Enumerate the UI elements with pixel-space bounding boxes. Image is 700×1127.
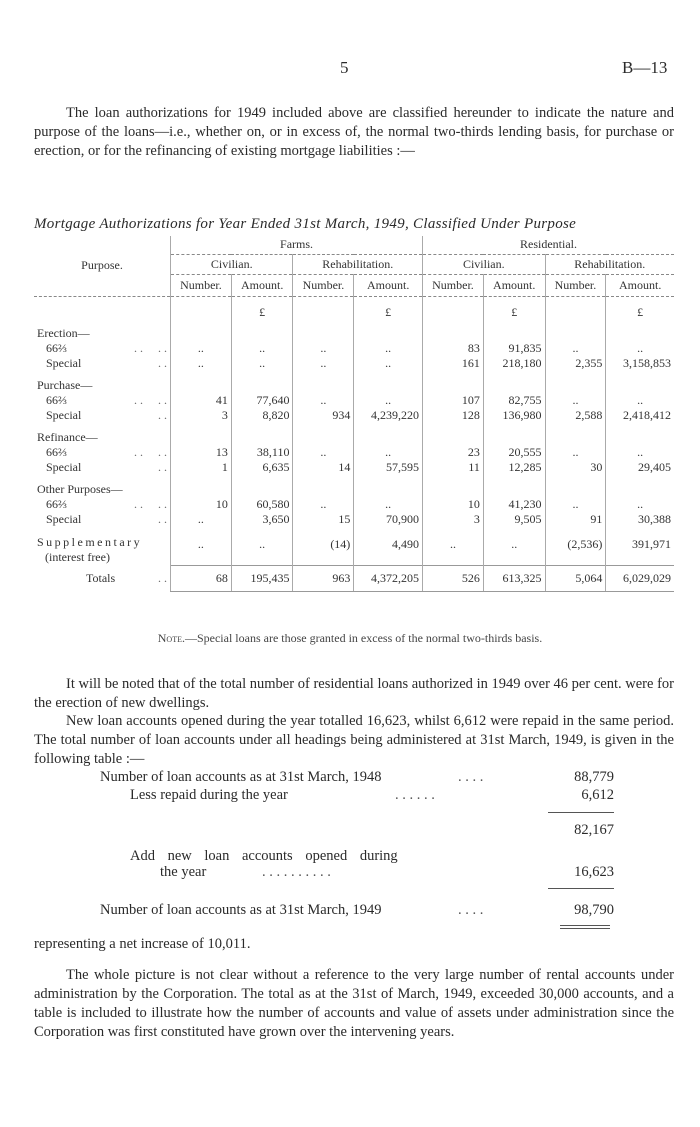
amount-cell: .. [606,497,674,512]
calc-line4-value: 98,790 [574,902,614,918]
amount-cell: .. [606,445,674,460]
number-cell: 41 [171,393,232,408]
calc-line3-label-a: Add new loan accounts opened during [130,848,398,864]
blank-cell [483,371,545,393]
note-text: —Special loans are those granted in excess of the normal two-thirds basis. [184,631,543,645]
row-leader-dots: . . [158,460,167,474]
amount-cell: 136,980 [483,408,545,423]
amount-cell: .. [354,341,423,356]
table-row [34,393,674,408]
row-label-text: Special [46,512,82,526]
table-row [34,341,674,356]
number-cell: .. [423,527,484,565]
blank-cell [171,371,232,393]
amount-cell: 38,110 [231,445,293,460]
blank-cell [545,423,606,445]
blank-cell [545,322,606,341]
totals-leader-dots: . . [158,570,167,585]
supplementary-title: Supplementary [37,535,143,549]
amount-cell: 3,650 [231,512,293,527]
blank-cell [423,475,484,497]
blank-cell [293,296,354,322]
total-amount-cell: 6,029,029 [606,565,674,591]
number-cell: .. [293,393,354,408]
row-label-text: Special [46,356,82,370]
col-amount: Amount. [606,274,674,296]
number-cell: .. [293,356,354,371]
total-number-cell: 963 [293,565,354,591]
number-cell: (14) [293,527,354,565]
number-cell: 3 [171,408,232,423]
paragraph-net-increase: representing a net increase of 10,011. [34,936,251,952]
table-row [34,460,674,475]
calc-line4-label: Number of loan accounts as at 31st March, 1949 [100,902,382,918]
amount-cell: 6,635 [231,460,293,475]
double-rule-top [560,925,610,926]
blank-cell [231,371,293,393]
number-cell: 11 [423,460,484,475]
amount-cell: 20,555 [483,445,545,460]
double-rule-bottom [560,928,610,929]
amount-cell: 41,230 [483,497,545,512]
table-row [34,356,674,371]
blank-cell [483,475,545,497]
blank-cell [423,296,484,322]
section-row [34,322,674,341]
totals-row [34,565,674,591]
number-cell: .. [545,393,606,408]
blank-cell [483,322,545,341]
amount-cell: .. [354,497,423,512]
amount-cell: .. [231,341,293,356]
blank-cell [354,423,423,445]
row-label [34,497,171,512]
blank-cell [171,296,232,322]
amount-cell: 3,158,853 [606,356,674,371]
paragraph-rental-accounts: The whole picture is not clear without a reference to the very large number of rental accounts under administration by the Corporation. The total as at the 31st of March, 1949, exceeded 30,000 accounts, and a table is included to illustrate how the number of accounts and value of assets under administration since the Corporation was first constituted have grown over the intervening years. [34,967,674,1040]
row-label [34,408,171,423]
calc-line2-dots: . . . . . . [395,787,435,803]
blank-cell [423,371,484,393]
purpose-cell [34,296,171,322]
res-civilian-header: Civilian. [423,254,545,274]
currency-symbol: £ [483,296,545,322]
number-cell: .. [171,356,232,371]
amount-cell: 4,490 [354,527,423,565]
amount-cell: 60,580 [231,497,293,512]
mortgage-authorizations-table [34,236,674,592]
amount-cell: .. [483,527,545,565]
number-cell: .. [293,497,354,512]
number-cell: 13 [171,445,232,460]
total-number-cell: 526 [423,565,484,591]
row-label-text: Special [46,408,82,422]
blank-cell [354,475,423,497]
amount-cell: 30,388 [606,512,674,527]
number-cell: .. [293,445,354,460]
row-leader-dots: . . [158,512,167,526]
blank-cell [606,423,674,445]
blank-cell [354,322,423,341]
totals-label [34,565,171,591]
calc-line3-dots: . . . . . . . . . . [262,864,331,880]
intro-paragraph: The loan authorizations for 1949 included above are classified hereunder to indicate the nature and purpose of the loans—i.e., whether on, or in excess of, the normal two-thirds lending basis, for purchase or erection, or for the refinancing of existing mortgage liabilities :— [34,105,674,159]
amount-cell: 9,505 [483,512,545,527]
number-cell: 128 [423,408,484,423]
number-cell: .. [545,497,606,512]
row-label-text: 66⅔ [46,341,67,355]
number-cell: 1 [171,460,232,475]
number-cell: .. [545,445,606,460]
number-cell: 10 [171,497,232,512]
row-leader-dots: . . . . [134,497,167,511]
blank-cell [483,423,545,445]
amount-cell: 82,755 [483,393,545,408]
calc-line3-value: 16,623 [574,864,614,880]
number-cell: .. [293,341,354,356]
number-cell: 91 [545,512,606,527]
blank-cell [231,322,293,341]
number-cell: 83 [423,341,484,356]
table-row [34,445,674,460]
table-row [34,512,674,527]
amount-cell: 57,595 [354,460,423,475]
blank-cell [545,475,606,497]
blank-cell [545,371,606,393]
col-amount: Amount. [483,274,545,296]
row-leader-dots: . . [158,408,167,422]
amount-cell: .. [231,527,293,565]
number-cell: 30 [545,460,606,475]
currency-symbol: £ [606,296,674,322]
total-amount-cell: 4,372,205 [354,565,423,591]
residential-header: Residential. [423,236,674,254]
col-amount: Amount. [354,274,423,296]
amount-cell: 12,285 [483,460,545,475]
row-label-text: 66⅔ [46,445,67,459]
note-prefix: Note. [157,631,185,645]
table-note [0,631,700,646]
calc-line2-label: Less repaid during the year [130,787,288,803]
row-label-text: 66⅔ [46,393,67,407]
blank-cell [231,423,293,445]
table-row [34,408,674,423]
calc-line1-dots: . . . . [458,769,484,785]
supplementary-sublabel: (interest free) [45,550,110,564]
blank-cell [606,475,674,497]
amount-cell: 8,820 [231,408,293,423]
total-amount-cell: 613,325 [483,565,545,591]
amount-cell: 2,418,412 [606,408,674,423]
calc-subtotal: 82,167 [574,822,614,838]
row-label [34,512,171,527]
blank-cell [606,322,674,341]
total-number-cell: 68 [171,565,232,591]
number-cell: .. [171,341,232,356]
number-cell: 23 [423,445,484,460]
blank-cell [293,371,354,393]
number-cell: .. [171,512,232,527]
amount-cell: 391,971 [606,527,674,565]
col-number: Number. [545,274,606,296]
section-label: Erection— [37,326,90,340]
calc-line4-dots: . . . . [458,902,484,918]
row-label-text: 66⅔ [46,497,67,511]
blank-cell [231,475,293,497]
row-label [34,460,171,475]
amount-cell: 29,405 [606,460,674,475]
blank-cell [293,475,354,497]
calc-line1-value: 88,779 [574,769,614,785]
total-amount-cell: 195,435 [231,565,293,591]
section-label: Refinance— [37,430,98,444]
row-leader-dots: . . [158,356,167,370]
number-cell: 15 [293,512,354,527]
blank-cell [606,371,674,393]
amount-cell: .. [231,356,293,371]
page-number: 5 [340,58,349,77]
blank-cell [293,423,354,445]
col-amount: Amount. [231,274,293,296]
number-cell: 161 [423,356,484,371]
section-row [34,423,674,445]
col-number: Number. [171,274,232,296]
blank-cell [171,475,232,497]
number-cell: .. [171,527,232,565]
number-cell: .. [545,341,606,356]
paragraph-residential: It will be noted that of the total number of residential loans authorized in 1949 over 46 per cent. were for the erection of new dwellings. [34,676,674,711]
blank-cell [423,423,484,445]
number-cell: 2,588 [545,408,606,423]
row-leader-dots: . . . . [134,393,167,407]
number-cell: 3 [423,512,484,527]
col-number: Number. [423,274,484,296]
subtotal-rule [548,812,614,813]
currency-symbol: £ [231,296,293,322]
total-rule [548,888,614,889]
amount-cell: 91,835 [483,341,545,356]
blank-cell [354,371,423,393]
amount-cell: .. [354,445,423,460]
table-row [34,497,674,512]
farms-rehab-header: Rehabilitation. [293,254,423,274]
row-leader-dots: . . . . [134,445,167,459]
farms-header: Farms. [171,236,423,254]
blank-cell [171,423,232,445]
amount-cell: .. [606,393,674,408]
amount-cell: 77,640 [231,393,293,408]
calc-line1-label: Number of loan accounts as at 31st March, 1948 [100,769,382,785]
row-label [34,393,171,408]
purpose-header: Purpose. [34,236,171,296]
paragraph-loan-accounts: New loan accounts opened during the year totalled 16,623, whilst 6,612 were repaid in the same period. The total number of loan accounts under all headings being administered at 31st March, 1949, is given in the following table :— [34,713,674,767]
amount-cell: .. [354,393,423,408]
row-label [34,356,171,371]
amount-cell: .. [354,356,423,371]
number-cell: 934 [293,408,354,423]
total-number-cell: 5,064 [545,565,606,591]
supplementary-label [34,527,171,565]
section-label: Other Purposes— [37,482,123,496]
report-reference: B—13 [622,58,668,77]
number-cell: 10 [423,497,484,512]
supplementary-row [34,527,674,565]
calc-line2-value: 6,612 [581,787,614,803]
row-leader-dots: . . . . [134,341,167,355]
row-label [34,445,171,460]
amount-cell: 4,239,220 [354,408,423,423]
amount-cell: .. [606,341,674,356]
currency-symbol: £ [354,296,423,322]
amount-cell: 70,900 [354,512,423,527]
blank-cell [545,296,606,322]
row-label [34,341,171,356]
number-cell: (2,536) [545,527,606,565]
number-cell: 107 [423,393,484,408]
section-row [34,371,674,393]
res-rehab-header: Rehabilitation. [545,254,674,274]
blank-cell [293,322,354,341]
blank-cell [171,322,232,341]
section-label: Purchase— [37,378,93,392]
farms-civilian-header: Civilian. [171,254,293,274]
amount-cell: 218,180 [483,356,545,371]
table-title: Mortgage Authorizations for Year Ended 31st March, 1949, Classified Under Purpose [34,216,577,232]
row-label-text: Special [46,460,82,474]
blank-cell [423,322,484,341]
currency-row [34,296,674,322]
number-cell: 14 [293,460,354,475]
totals-label-text: Totals [86,570,116,585]
calc-line3-label-b: the year [160,864,207,880]
col-number: Number. [293,274,354,296]
section-row [34,475,674,497]
number-cell: 2,355 [545,356,606,371]
